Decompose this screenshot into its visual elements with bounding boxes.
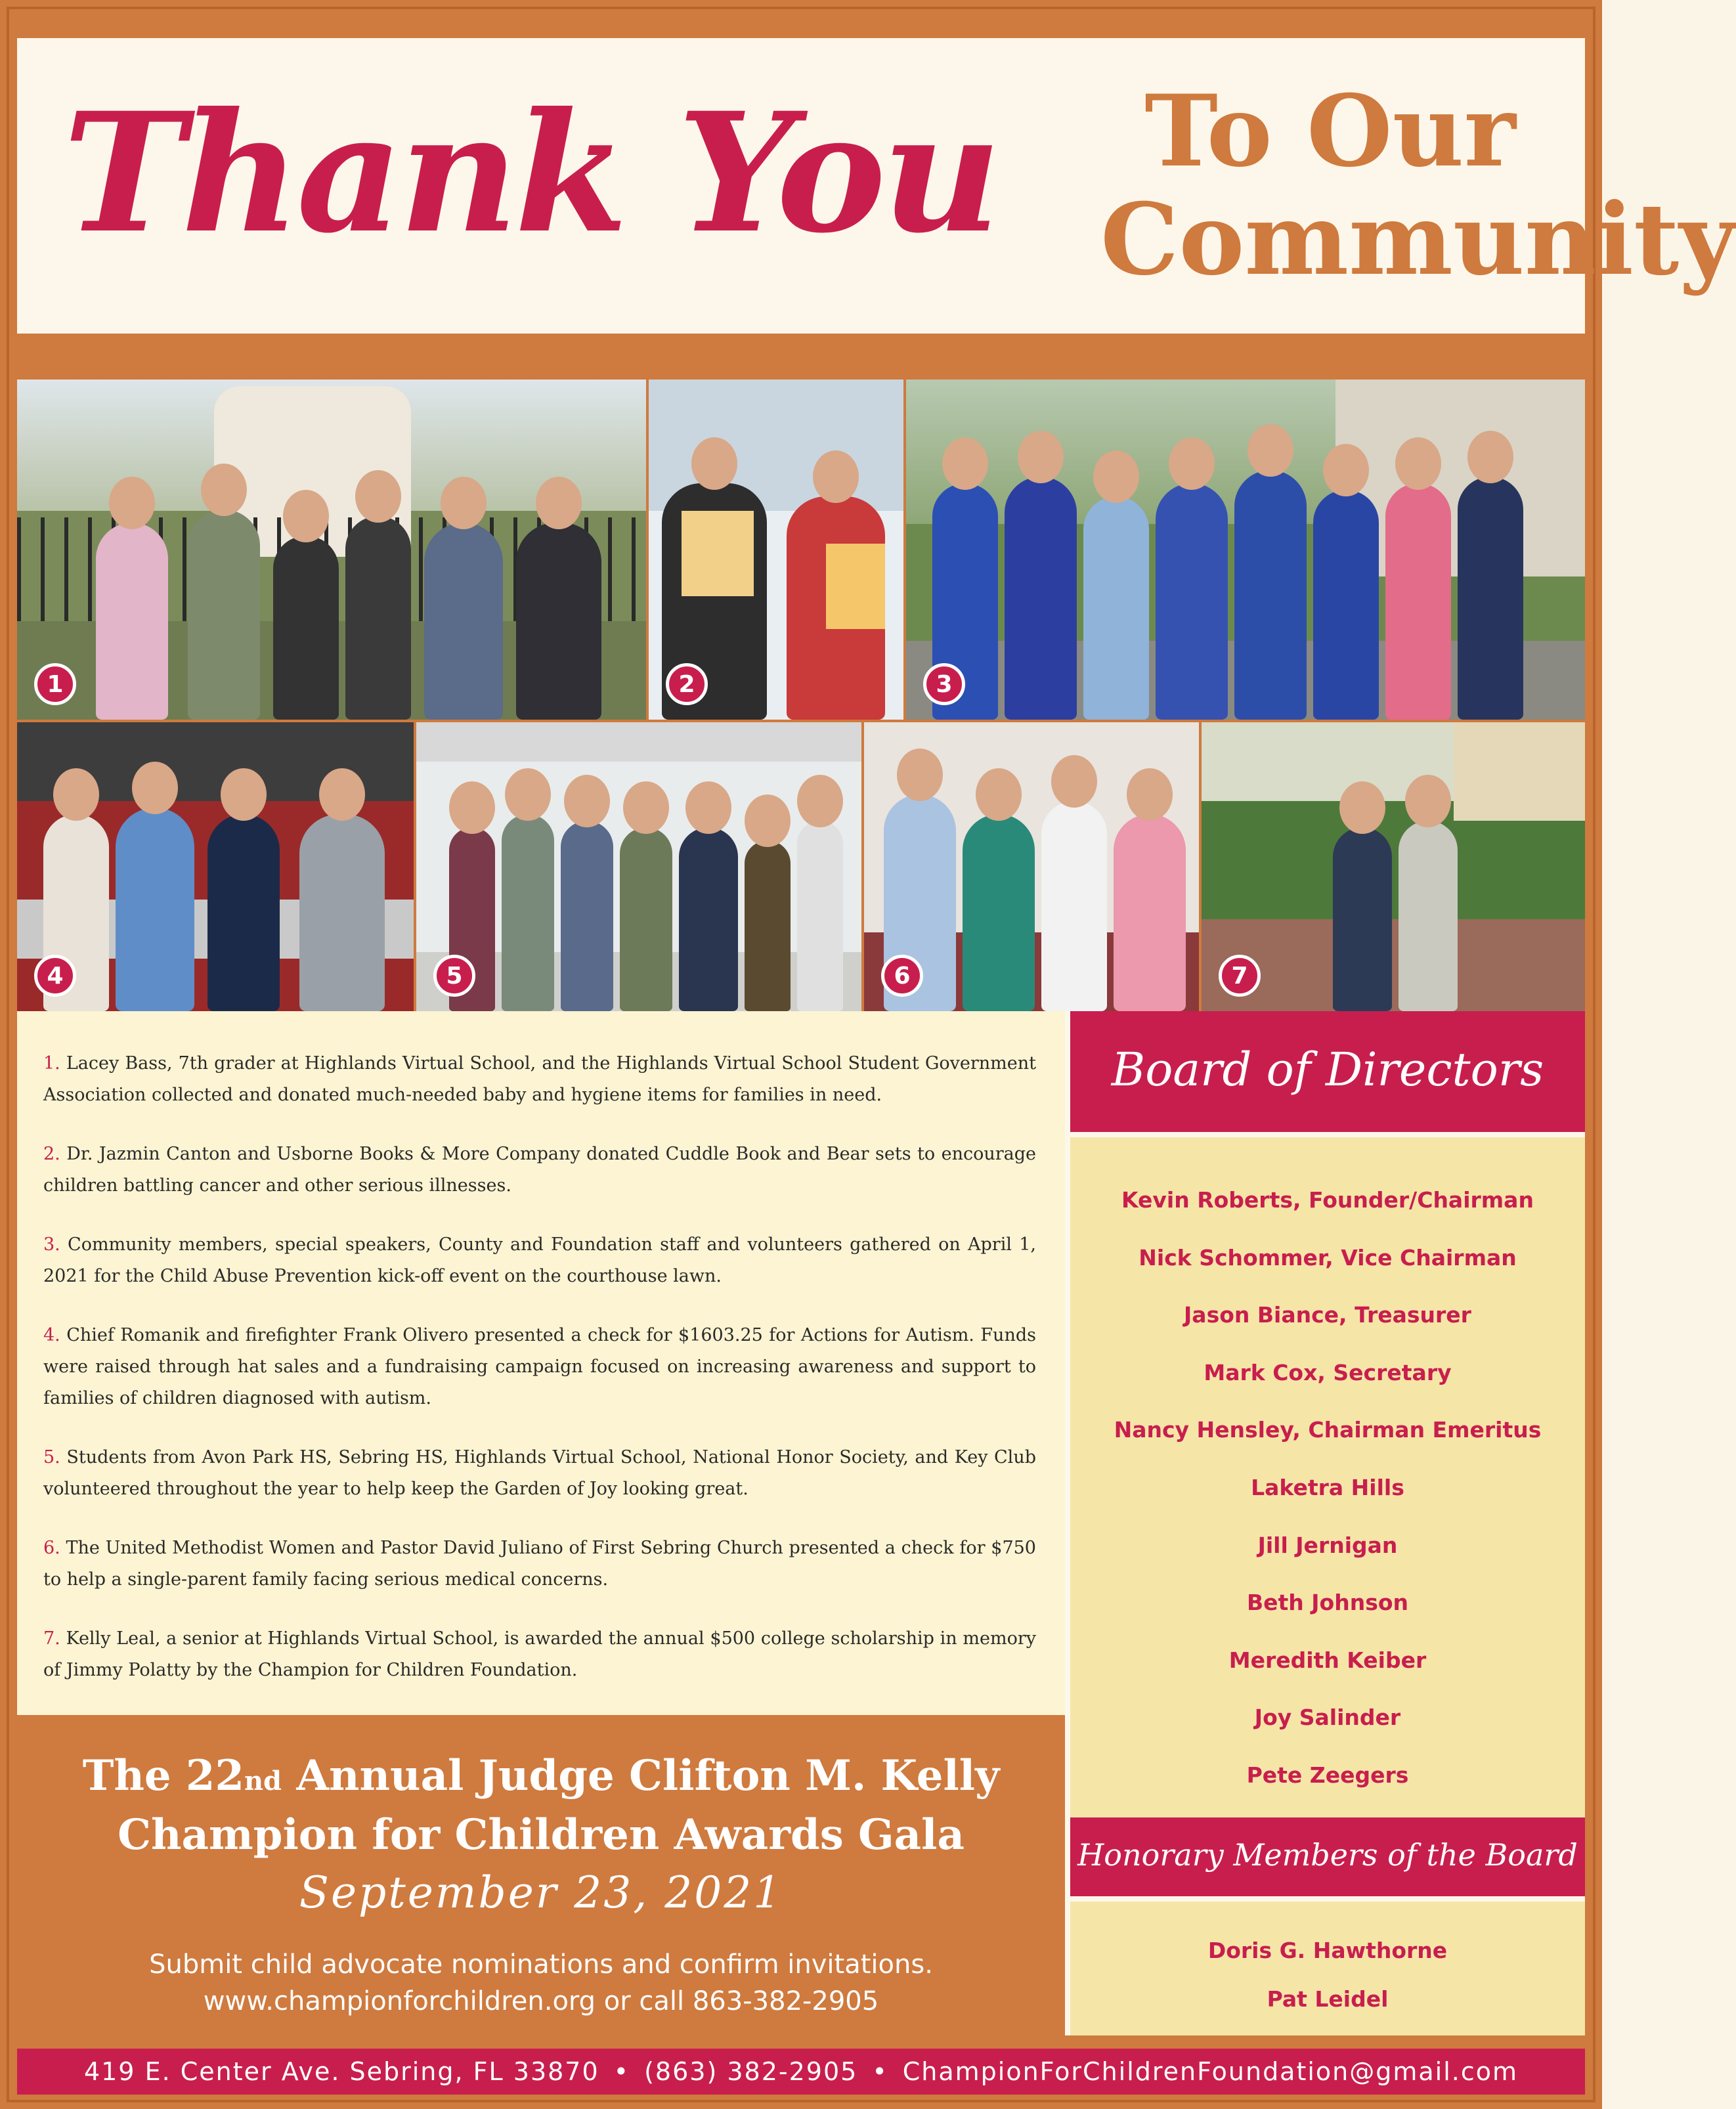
- board-member: Pete Zeegers: [1246, 1762, 1409, 1788]
- photo-5: [416, 722, 861, 1011]
- item-4: 4. Chief Romanik and firefighter Frank Olivero presented a check for $1603.25 for Actions for Autism. Funds were raised through hat sales and a fundraising campaign focused on increasing awareness and support to families of children diagnosed with autism.: [43, 1325, 1036, 1408]
- photo-badge-5: 5: [433, 955, 475, 997]
- gala-website-phone: www.championforchildren.org or call 863-382-2905: [203, 1986, 879, 2016]
- board-title: Board of Directors: [1111, 1043, 1544, 1097]
- footer-address: 419 E. Center Ave. Sebring, FL 33870: [83, 2057, 599, 2086]
- board-member: Kevin Roberts, Founder/Chairman: [1121, 1187, 1534, 1213]
- honorary-member: Doris G. Hawthorne: [1207, 1938, 1448, 1963]
- photo-6: [864, 722, 1199, 1011]
- footer-separator: •: [872, 2057, 888, 2086]
- photo-7: [1202, 722, 1585, 1011]
- honorary-member: Pat Leidel: [1267, 1986, 1389, 2012]
- photo-badge-7: 7: [1219, 955, 1261, 997]
- community-text: Community: [1100, 182, 1736, 297]
- item-2: 2. Dr. Jazmin Canton and Usborne Books & More Company donated Cuddle Book and Bear sets to encourage children battling cancer and other serious illnesses.: [43, 1144, 1036, 1196]
- to-our-community-title: [1100, 74, 1736, 297]
- board-member: Laketra Hills: [1251, 1474, 1404, 1500]
- item-1: 1. Lacey Bass, 7th grader at Highlands Virtual School, and the Highlands Virtual School Student Government Association collected and donated much-needed baby and hygiene items for families in need.: [43, 1053, 1036, 1105]
- board-heading: [1065, 1011, 1585, 1132]
- footer: [17, 2049, 1585, 2095]
- item-6: 6. The United Methodist Women and Pastor David Juliano of First Sebring Church presented a check for $750 to help a single-parent family facing serious medical concerns.: [43, 1538, 1036, 1590]
- acknowledgements-panel: [17, 1011, 1065, 1715]
- header-band: [17, 334, 1585, 374]
- board-member: Jason Biance, Treasurer: [1184, 1302, 1471, 1328]
- board-member: Nancy Hensley, Chairman Emeritus: [1114, 1417, 1542, 1443]
- photo-badge-3: 3: [923, 663, 965, 705]
- board-member: Mark Cox, Secretary: [1204, 1359, 1452, 1385]
- photo-badge-6: 6: [881, 955, 923, 997]
- board-member: Beth Johnson: [1246, 1590, 1409, 1616]
- photo-badge-2: 2: [666, 663, 708, 705]
- photo-2: [649, 380, 903, 720]
- honorary-member-list: [1065, 1896, 1585, 2035]
- honorary-title: Honorary Members of the Board: [1077, 1837, 1578, 1873]
- photo-3: [906, 380, 1585, 720]
- board-member: Nick Schommer, Vice Chairman: [1139, 1244, 1517, 1271]
- item-3: 3. Community members, special speakers, County and Foundation staff and volunteers gathered on April 1, 2021 for the Child Abuse Prevention kick-off event on the courthouse lawn.: [43, 1234, 1036, 1286]
- photo-badge-1: 1: [34, 663, 76, 705]
- header: [17, 38, 1736, 334]
- photo-badge-4: 4: [34, 955, 76, 997]
- board-member: Meredith Keiber: [1228, 1647, 1427, 1673]
- item-7: 7. Kelly Leal, a senior at Highlands Virtual School, is awarded the annual $500 college scholarship in memory of Jimmy Polatty by the Champion for Children Foundation.: [43, 1628, 1036, 1680]
- gala-title: The 22nd Annual Judge Clifton M. Kelly Champion for Children Awards Gala: [82, 1751, 1000, 1859]
- footer-email[interactable]: ChampionForChildrenFoundation@gmail.com: [902, 2057, 1519, 2086]
- footer-phone: (863) 382-2905: [644, 2057, 858, 2086]
- gala-panel: [17, 1715, 1065, 2035]
- photo-1: [17, 380, 646, 720]
- board-member-list: [1065, 1132, 1585, 1817]
- thank-you-title: Thank You: [63, 76, 998, 269]
- gala-date: September 23, 2021: [299, 1867, 783, 1918]
- to-our-text: To Our: [1144, 74, 1516, 189]
- item-5: 5. Students from Avon Park HS, Sebring HS, Highlands Virtual School, National Honor Society, and Key Club volunteered throughout the year to help keep the Garden of Joy looking great.: [43, 1447, 1036, 1499]
- footer-separator: •: [613, 2057, 630, 2086]
- board-member: Joy Salinder: [1254, 1705, 1401, 1731]
- photo-4: [17, 722, 414, 1011]
- board-member: Jill Jernigan: [1257, 1532, 1398, 1558]
- gala-subtext: Submit child advocate nominations and confirm invitations. www.championforchildren.org or call 863-382-2905: [17, 1946, 1065, 2020]
- honorary-heading: [1065, 1817, 1585, 1896]
